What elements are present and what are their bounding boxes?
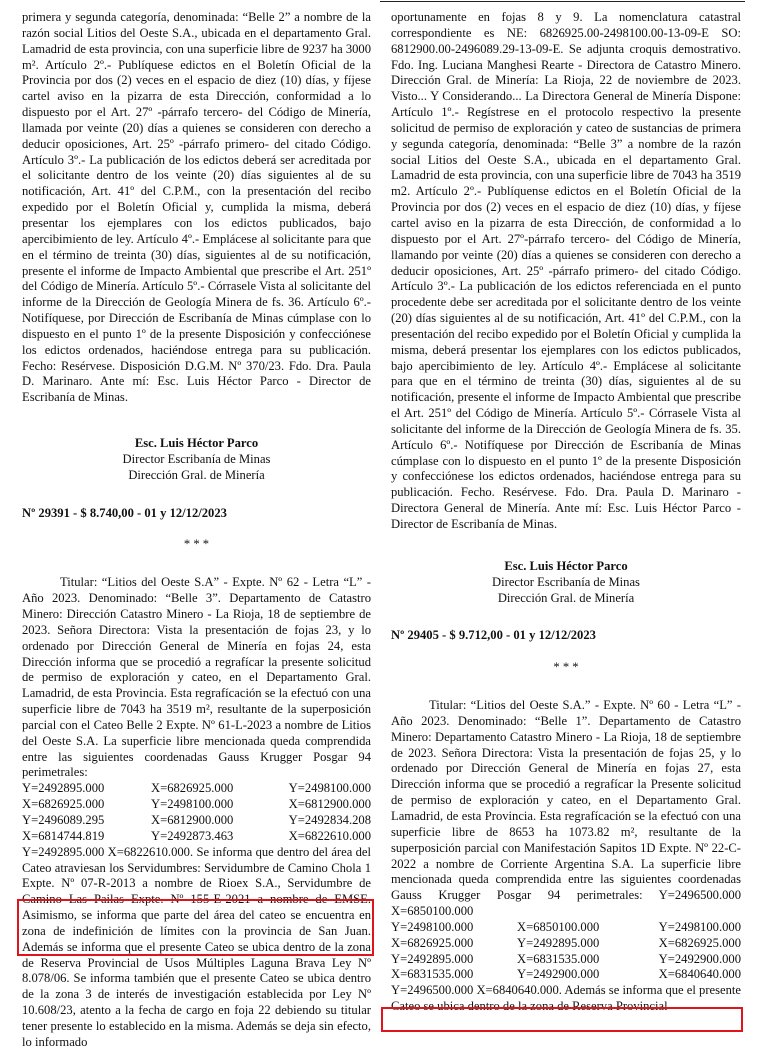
coord-cell: X=6826925.000 (151, 781, 234, 796)
right-signature-title: Director Escribanía de Minas (492, 574, 640, 589)
coord-cell: Y=2498100.000 (151, 797, 234, 812)
coord-cell: X=6826925.000 (391, 935, 474, 950)
coord-cell: X=6822610.000 (288, 828, 371, 843)
coord-cell: Y=2492873.463 (151, 828, 234, 843)
coord-cell: Y=2498100.000 (288, 781, 371, 796)
left-notice-number: Nº 29391 - $ 8.740,00 - 01 y 12/12/2023 (22, 505, 227, 520)
coord-cell: Y=2492834.208 (288, 812, 371, 827)
coord-cell: Y=2496089.295 (22, 812, 105, 827)
left-body-paragraph: Titular: “Litios del Oeste S.A” - Expte. Nº 62 - Letra “L” - Año 2023. Denominado: “Belle 3”. Departamento de Catastro Minero: Dirección Catastro Minero - La Rioja, 18 de septiembre de 2023. Señora Directora: Vista la presentación de fojas 23, y lo ordenado por Dirección General de Minería en fojas 24, esta Dirección informa que se procedió a regrafícar la presente solicitud de permiso de exploración y cateo, en el Departamento Gral. Lamadrid, de esta Provincia. Esta regrafícación se la efectuó con una superficie libre de 7043 ha 3519 m², resultante de la superposición parcial con el Cateo Belle 2 Expte. Nº 61-L-2023 a nombre de Litios del Oeste S.A. La superficie libre mencionada queda comprendida entre las siguientes coordenadas Gauss Krugger Posgar 94 perimetrales: (22, 575, 371, 780)
left-intro-paragraph: primera y segunda categoría, denominada: “Belle 2” a nombre de la razón social Litios del Oeste S.A., ubicada en el departamento Gral. Lamadrid de esta provincia, con una superficie libre de 9237 ha 3000 m². Artículo 2º.- Publíquese edictos en el Boletín Oficial de la Provincia por dos (2) veces en el espacio de diez (10) días, y fíjese cartel aviso en la pizarra de esta Dirección, conformidad a lo dispuesto por el Art. 27º -párrafo tercero- del Código de Minería, llamada por veinte (20) días a quienes se consideren con derecho a deducir oposiciones, Art. 25º -párrafo primero- del citado Código. Artículo 3º.- La publicación de los edictos deberá ser acreditada por el solicitante dentro de los veinte (20) días siguientes al de su notificación, Art. 41º del C.P.M., con la presentación del recibo expedido por el Boletín Oficial y, cumplida la misma, deberá presentar los ejemplares con los edictos publicados, bajo apercibimiento de ley. Artículo 4º.- Emplácese al solicitante para que en el término de treinta (30) días, siguientes al de su notificación, presente el informe de Impacto Ambiental que prescribe el Art. 251º del Código de Minería. Artículo 5º.- Córrasele Vista al solicitante del informe de la Dirección de Geología Minera de fs. 36. Artículo 6º.- Notifíquese, por Dirección de Escribanía de Minas cúmplase con lo dispuesto en el punto 1º de la presente Disposición y confecciónese los edictos ordenados, haciéndose entrega para su publicación. Fecho: Resérvese. Disposición D.G.M. Nº 370/23. Fdo. Dra. Paula D. Marinaro. Ante mí: Esc. Luis Héctor Parco - Director de Escribanía de Minas. (22, 10, 372, 405)
right-body-paragraph: Titular: “Litios del Oeste S.A.” - Expte. Nº 60 - Letra “L” - Año 2023. Denominado: “Belle 1”. Departamento de Catastro Minero: Departamento Catastro Minero - La Rioja, 18 de septiembre de 2023. Señora Directora: Vista la presentación de fojas 25, y lo ordenado por Dirección General de Minería en fojas 27, esta Dirección informa que se procedió a regrafícar la Presente solicitud de permiso de exploración y cateo, en el Departamento Gral. Lamadrid, de esta Provincia. Esta regrafícación se la efectuó con una superficie libre de 8653 ha 1073.82 m², resultante de la superposición parcial con Manifestación Sapitos 1D Expte. Nº 22-C-2022 a nombre de Corriente Argentina S.A. La superficie libre mencionada queda comprendida entre las siguientes coordenadas Gauss Krugger Posgar 94 perimetrales: Y=2496500.000 X=6850100.000 (391, 698, 741, 919)
left-separator: * * * (183, 537, 210, 552)
left-signature-office: Dirección Gral. de Minería (128, 467, 265, 482)
coord-cell: X=6831535.000 (391, 967, 474, 982)
left-coordinates-table (22, 781, 371, 844)
left-column (22, 10, 371, 1051)
right-after-coordinates-paragraph: Y=2496500.000 X=6840640.000. Además se informa que el presente Cateo se ubica dentro de la zona de Reserva Provincial (391, 983, 741, 1014)
coord-cell: Y=2492895.000 (517, 935, 600, 950)
coord-cell: X=6850100.000 (517, 919, 600, 934)
coord-cell: X=6826925.000 (22, 797, 105, 812)
coord-cell: X=6840640.000 (658, 967, 741, 982)
coord-cell: X=6826925.000 (658, 935, 741, 950)
left-signature-title: Director Escribanía de Minas (122, 451, 271, 466)
coord-cell: X=6812900.000 (288, 797, 371, 812)
coord-cell: Y=2492895.000 (22, 781, 105, 796)
coord-cell: Y=2492900.000 (517, 967, 600, 982)
left-after-coordinates-paragraph: Y=2492895.000 X=6822610.000. Se informa que dentro del área del Cateo atraviesan los Servidumbres: Servidumbre de Camino Chola 1 Expte. Nº 07-R-2013 a nombre de Rioex S.A., Servidumbre de Camino Las Pailas Expte. Nº 155-E-2021 a nombre de EMSE. Asimismo, se informa que parte del área del cateo se encuentra en zona de indefinición de límites con la provincia de San Juan. Además se informa que el presente Cateo se ubica dentro de la zona de Reserva Provincial de Usos Múltiples Laguna Brava Ley Nº 8.078/06. Se informa también que el presente Cateo se ubica dentro de la zona 3 de interés de investigación establecida por Ley Nº 10.608/23, atento a la fecha de cargo en foja 22 debiendo su titular tener presente lo establecido en la misma. Además se deja sin efecto, lo informado (22, 844, 371, 1049)
top-rule (380, 1, 745, 2)
coord-cell: Y=2498100.000 (391, 919, 474, 934)
right-notice-number: Nº 29405 - $ 9.712,00 - 01 y 12/12/2023 (391, 628, 596, 643)
right-column (391, 10, 741, 1015)
coord-cell: Y=2492900.000 (658, 951, 741, 966)
coord-cell: Y=2492895.000 (391, 951, 474, 966)
coord-cell: X=6814744.819 (22, 828, 105, 843)
highlight-box-right (381, 1007, 743, 1032)
right-intro-paragraph: oportunamente en fojas 8 y 9. La nomenclatura catastral correspondiente es NE: 6826925.00-2498100.00-13-09-E SO: 6812900.00-2496089.29-13-09-E. Se adjunta croquis demostrativo. Fdo. Ing. Luciana Manghesi Rearte - Directora de Catastro Minero. Dirección Gral. de Minería: La Rioja, 22 de noviembre de 2023. Visto... Y Considerando... La Directora General de Minería Dispone: Artículo 1º.- Regístrese en el protocolo respectivo la presente solicitud de permiso de exploración y cateo de sustancias de primera y segunda categoría, denominada: “Belle 3” a nombre de la razón social Litios del Oeste S.A., ubicada en el departamento Gral. Lamadrid de esta provincia, con una superficie libre de 7043 ha 3519 m2. Artículo 2º.- Publíquense edictos en el Boletín Oficial de la Provincia por dos (2) veces en el espacio de diez (10) días, y fíjese cartel aviso en la pizarra de esta Dirección, de conformidad a lo dispuesto por el Art. 27º-párrafo tercero- del Código de Minería, llamando por veinte (20) días a quienes se consideren con derecho a deducir oposiciones, Art. 25º -párrafo primero- del citado Código. Artículo 3º.- La publicación de los edictos referenciada en el punto procedente debe ser acreditada por el solicitante dentro de los veinte (20) días siguientes al de su notificación, Art. 41º del C.P.M., con la presentación del recibo expedido por el Boletín Oficial y cumplida la misma, deberá presentar los ejemplares con los edictos publicados, bajo apercibimiento de ley. Artículo 4º.- Emplácese al solicitante para que en el término de treinta (30) días, siguientes al de su notificación, presente el informe de Impacto Ambiental que prescribe el Art. 251º del Código de Minería. Artículo 5º.- Córrasele Vista al solicitante del informe de la Dirección de Geología Minera de fs. 35. Artículo 6º.- Notifíquese por Dirección de Escribanía de Minas cúmplase con lo dispuesto en el punto 1º de la presente Disposición y confecciónese los edictos ordenados, haciéndose entrega para su publicación. Fecho. Resérvese. Fdo. Dra. Paula D. Marinaro - Directora General de Minería. Ante mí: Esc. Luis Héctor Parco - Director de Escribanía de Minas. (391, 10, 741, 531)
highlight-box-left (17, 899, 374, 956)
right-coordinates-table (391, 920, 741, 983)
coord-cell: X=6831535.000 (517, 951, 600, 966)
coord-cell: X=6812900.000 (151, 812, 234, 827)
right-signature-office: Dirección Gral. de Minería (497, 590, 635, 605)
right-signature-name: Esc. Luis Héctor Parco (504, 558, 628, 573)
coord-cell: Y=2498100.000 (658, 919, 741, 934)
left-signature-name: Esc. Luis Héctor Parco (134, 436, 259, 451)
right-separator: * * * (553, 660, 579, 675)
